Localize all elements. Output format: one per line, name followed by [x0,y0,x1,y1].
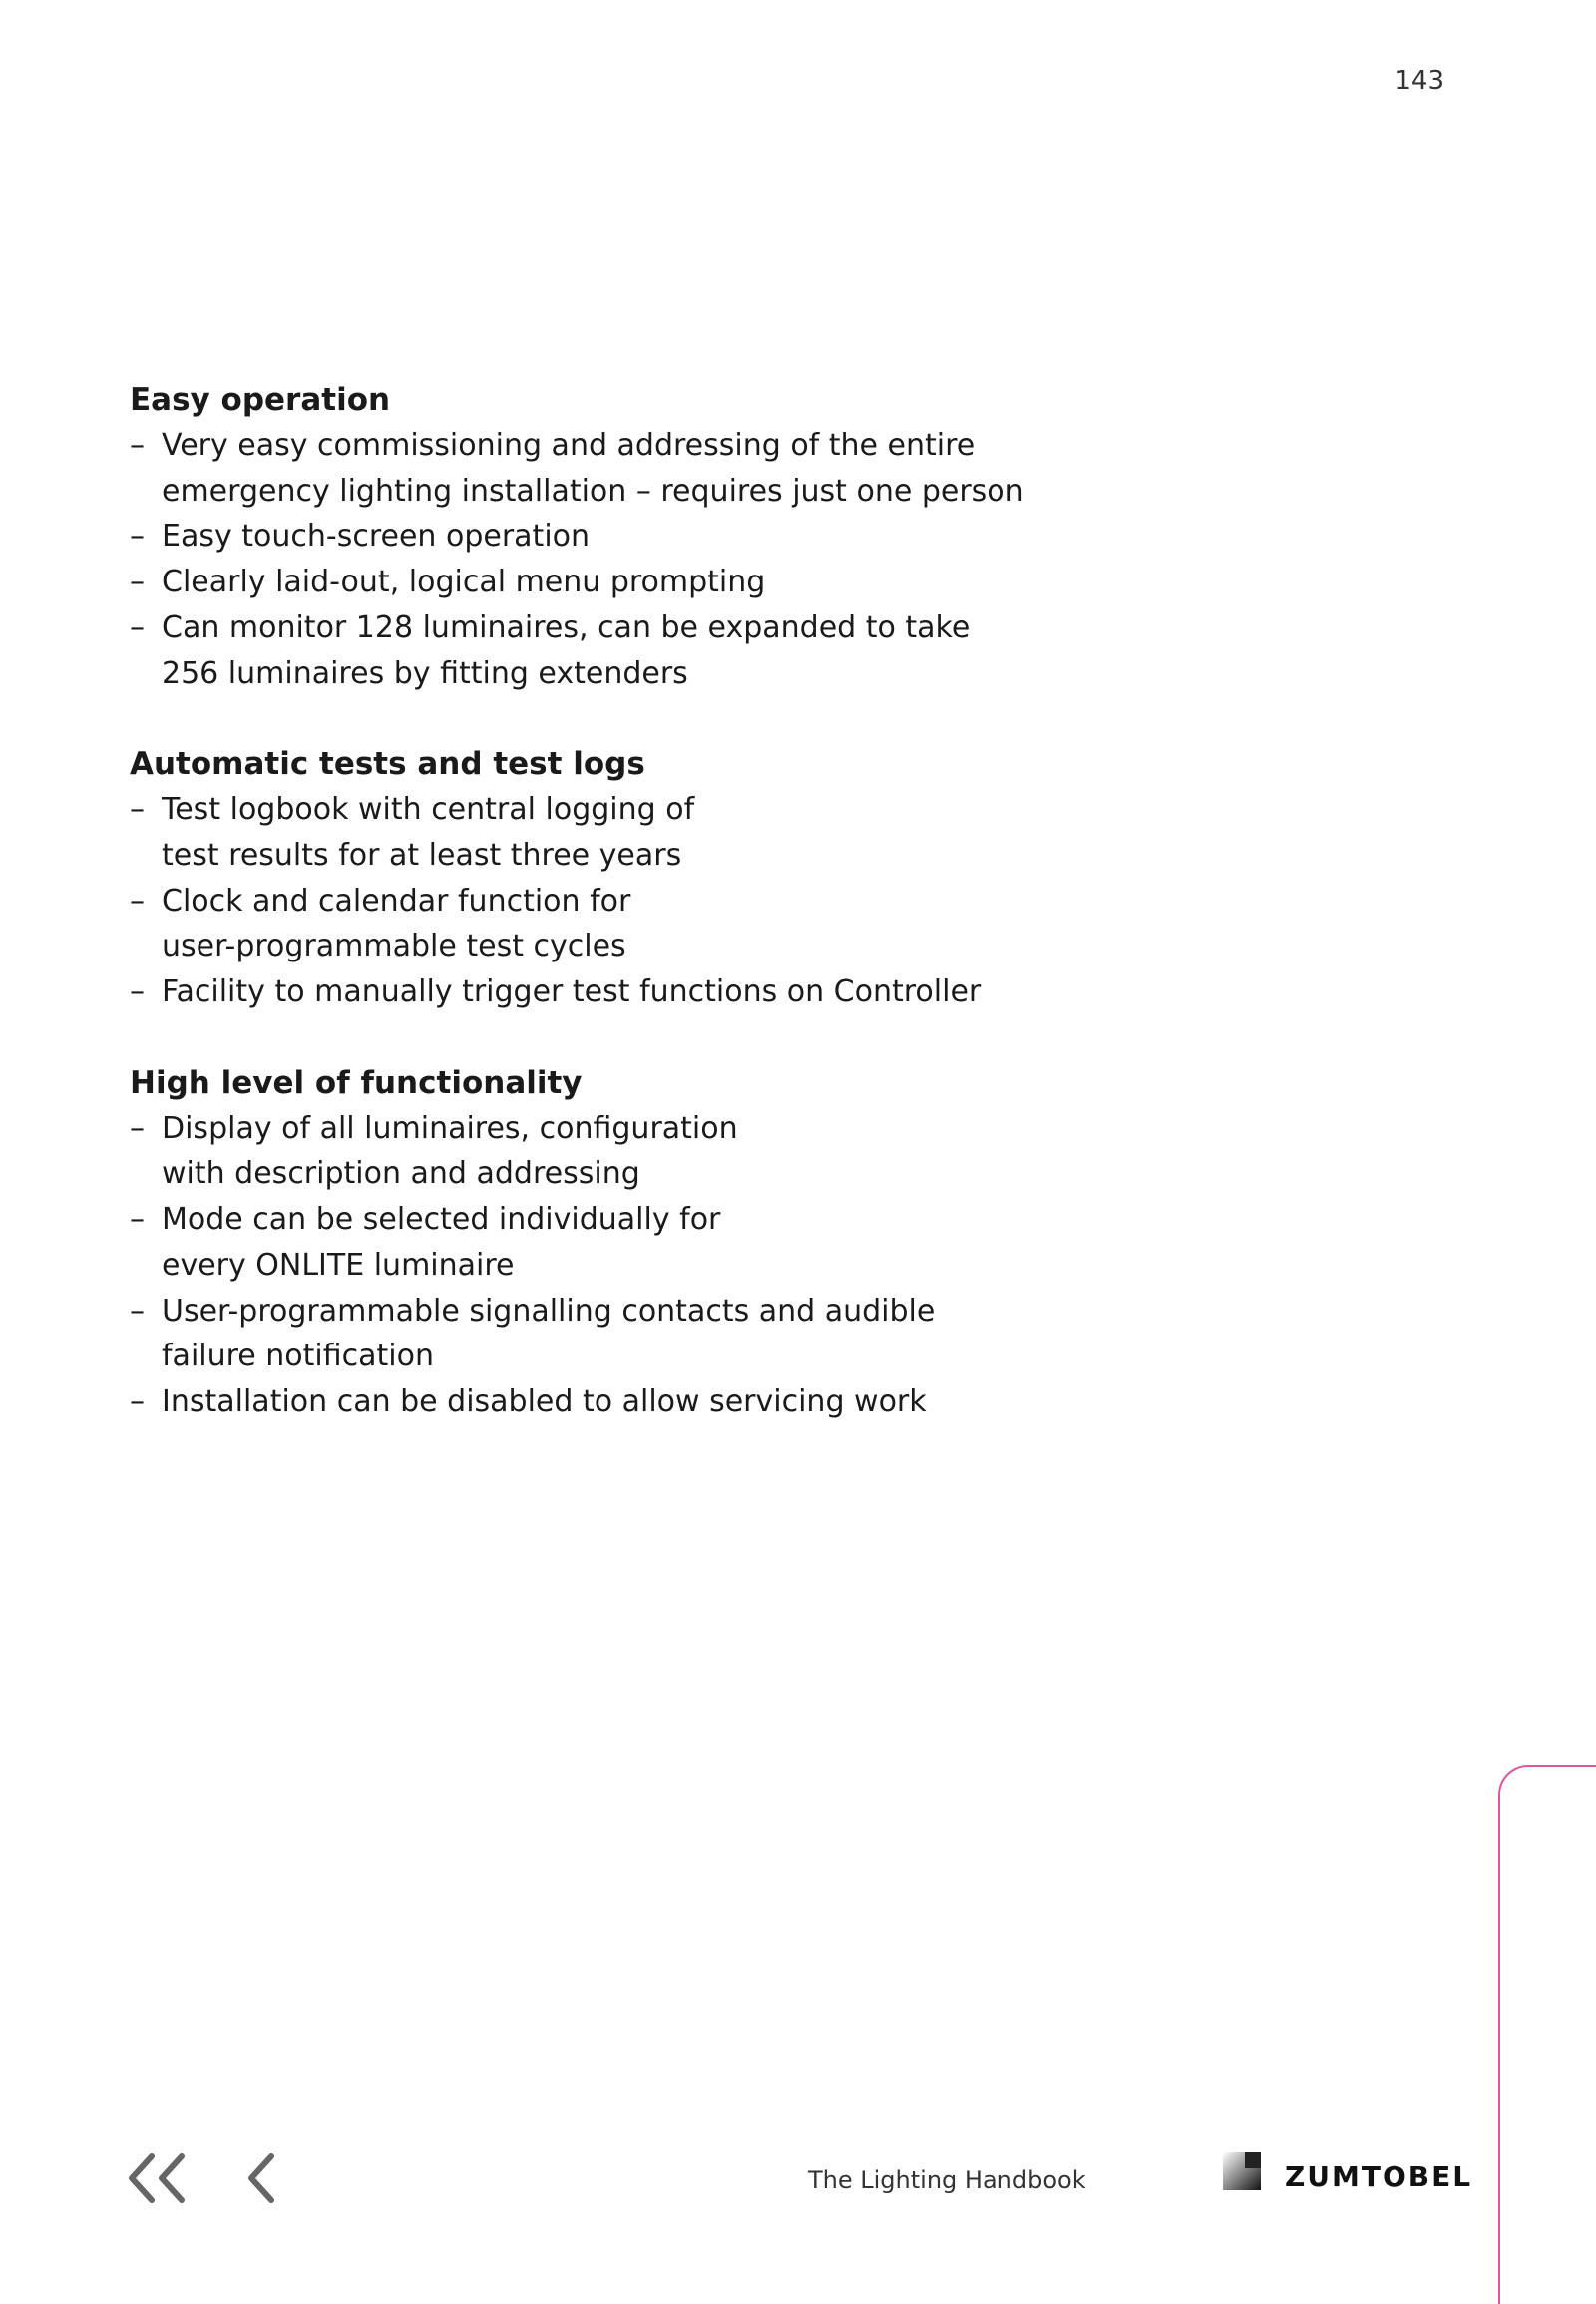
bullet-dash: – [130,565,145,600]
bullet-dash: – [130,1202,145,1238]
bullet-item [130,787,1127,878]
bullet-text-line: Clearly laid-out, logical menu prompting [162,565,766,600]
bullet-list [130,1106,1127,1425]
bullet-dash: – [130,792,145,828]
bullet-text-line: Display of all luminaires, configuration [162,1110,738,1146]
bullet-dash: – [130,1293,145,1329]
bullet-text-line: Very easy commissioning and addressing of the entire [162,428,976,463]
bullet-list [130,787,1127,1015]
chevron-left-icon [243,2152,281,2204]
section [130,377,1127,696]
bullet-text-line: with description and addressing [162,1156,640,1192]
footer-title: The Lighting Handbook [808,2166,1086,2194]
bullet-text-line: Installation can be disabled to allow servicing work [162,1383,927,1419]
section-heading: Automatic tests and test logs [130,746,645,783]
bullet-list [130,423,1127,696]
bullet-item [130,1106,1127,1197]
section [130,1060,1127,1425]
bullet-text-line: User-programmable signalling contacts and audible [162,1293,936,1329]
bullet-item [130,1197,1127,1288]
bullet-dash: – [130,519,145,555]
bullet-dash: – [130,609,145,645]
double-chevron-left-icon [126,2152,190,2204]
bullet-item [130,514,1127,560]
bullet-item [130,1379,1127,1425]
bullet-text-line: test results for at least three years [162,837,682,873]
brand-logo [1223,2152,1473,2196]
section [130,741,1127,1015]
bullet-text-line: Test logbook with central logging of [162,792,695,828]
section-heading: High level of functionality [130,1064,583,1101]
section-heading: Easy operation [130,382,391,418]
main-content [130,377,1127,1470]
bullet-item [130,605,1127,696]
bullet-text-line: Mode can be selected individually for [162,1202,721,1238]
bullet-dash: – [130,883,145,919]
bullet-text-line: failure notification [162,1339,435,1374]
bullet-text-line: Clock and calendar function for [162,883,631,919]
page-number: 143 [1395,66,1444,96]
bullet-text-line: Facility to manually trigger test functions on Controller [162,974,982,1010]
bullet-item [130,560,1127,605]
bullet-text-line: emergency lighting installation – requires just one person [162,473,1024,509]
bullet-dash: – [130,428,145,463]
previous-page-button[interactable] [243,2152,281,2204]
bullet-text-line: Can monitor 128 luminaires, can be expanded to take [162,609,971,645]
footer [0,2134,1596,2214]
bullet-item [130,1289,1127,1379]
bullet-text-line: user-programmable test cycles [162,929,626,964]
brand-mark-icon [1223,2152,1261,2190]
first-page-button[interactable] [126,2152,190,2204]
bullet-item [130,423,1127,514]
bullet-dash: – [130,1110,145,1146]
bullet-item [130,969,1127,1015]
bullet-text-line: 256 luminaires by fitting extenders [162,655,688,691]
brand-name: ZUMTOBEL [1285,2160,1473,2193]
bullet-item [130,879,1127,969]
side-tab-marker [1498,1765,1596,2304]
bullet-text-line: every ONLITE luminaire [162,1247,515,1283]
bullet-dash: – [130,1383,145,1419]
bullet-dash: – [130,974,145,1010]
bullet-text-line: Easy touch-screen operation [162,519,591,555]
